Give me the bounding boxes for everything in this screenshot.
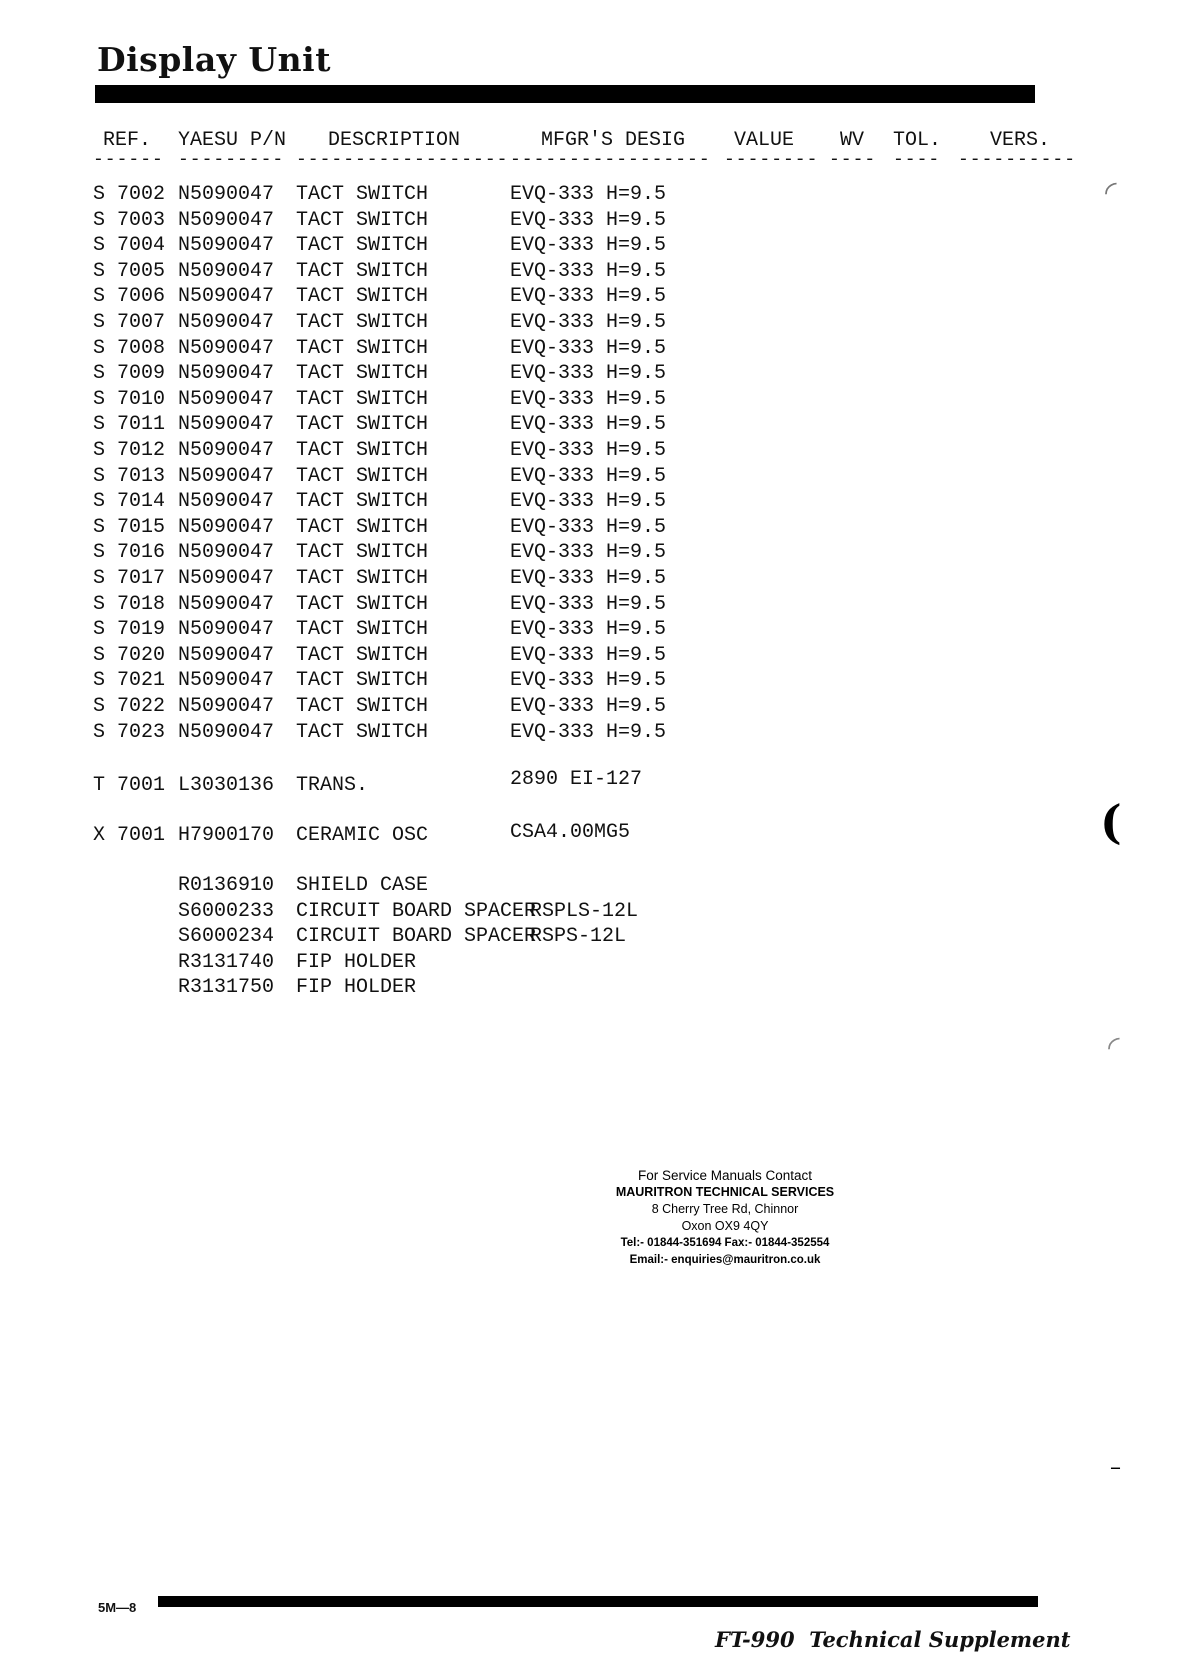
cell-description: TACT SWITCH xyxy=(296,208,429,232)
cell-part-number: N5090047 xyxy=(178,541,275,565)
cell-ref: S 7009 xyxy=(93,362,166,386)
cell-part-number: N5090047 xyxy=(178,567,275,590)
cell-part-number: N5090047 xyxy=(178,669,275,693)
cell-ref: S 7022 xyxy=(93,695,166,718)
cell-part-number: N5090047 xyxy=(178,259,275,283)
contact-line: Oxon OX9 4QY xyxy=(681,1219,769,1233)
cell-ref: S 7004 xyxy=(93,234,166,258)
cell-part-number: N5090047 xyxy=(178,464,275,488)
cell-description: TACT SWITCH xyxy=(296,183,429,206)
contact-line: Tel:- 01844-351694 Fax:- 01844-352554 xyxy=(620,1237,830,1249)
cell-ref: S 7021 xyxy=(93,669,166,693)
cell-mfgr-designation: EVQ-333 H=9.5 xyxy=(510,720,667,744)
cell-part-number: N5090047 xyxy=(178,336,275,360)
cell-mfgr: CSA4.00MG5 xyxy=(510,821,631,844)
cell-description: TACT SWITCH xyxy=(296,285,429,309)
cell-mfgr-designation: EVQ-333 H=9.5 xyxy=(510,618,667,642)
cell-mfgr-designation: EVQ-333 H=9.5 xyxy=(510,413,667,437)
dash-ref: ------ xyxy=(93,150,164,170)
cell-desc: CERAMIC OSC xyxy=(296,824,429,847)
cell-ref: S 7018 xyxy=(93,592,166,616)
cell-part-number: N5090047 xyxy=(178,439,275,462)
binder-hole-mark: – xyxy=(1110,1455,1121,1480)
contact-line: For Service Manuals Contact xyxy=(637,1168,813,1183)
cell-description: CIRCUIT BOARD SPACER xyxy=(296,899,537,923)
cell-mfgr-designation: EVQ-333 H=9.5 xyxy=(510,515,667,539)
cell-description: TACT SWITCH xyxy=(296,515,429,539)
cell-ref: S 7012 xyxy=(93,439,166,462)
cell-description: TACT SWITCH xyxy=(296,490,429,514)
cell-part-number: N5090047 xyxy=(178,413,275,437)
cell-part-number: R0136910 xyxy=(178,874,275,897)
cell-description: TACT SWITCH xyxy=(296,720,429,744)
cell-ref: S 7020 xyxy=(93,643,166,667)
cell-ref: S 7016 xyxy=(93,541,166,565)
cell-mfgr-designation: RSPS-12L xyxy=(530,925,627,949)
cell-description: TACT SWITCH xyxy=(296,439,429,462)
cell-mfgr-designation: EVQ-333 H=9.5 xyxy=(510,541,667,565)
cell-mfgr-designation: EVQ-333 H=9.5 xyxy=(510,643,667,667)
page-title: Display Unit xyxy=(97,40,331,79)
cell-description: TACT SWITCH xyxy=(296,592,429,616)
cell-description: TACT SWITCH xyxy=(296,362,429,386)
dash-wv: ---- xyxy=(829,150,877,170)
cell-part-number: R3131740 xyxy=(178,950,275,974)
cell-mfgr-designation: EVQ-333 H=9.5 xyxy=(510,439,667,462)
footer-title: FT-990 Technical Supplement xyxy=(715,1627,1071,1652)
cell-description: TACT SWITCH xyxy=(296,311,429,334)
footer-rule xyxy=(158,1596,1038,1607)
cell-mfgr-designation: EVQ-333 H=9.5 xyxy=(510,285,667,309)
cell-part-number: N5090047 xyxy=(178,720,275,744)
cell-part-number: N5090047 xyxy=(178,234,275,258)
cell-mfgr-designation: EVQ-333 H=9.5 xyxy=(510,234,667,258)
cell-part-number: N5090047 xyxy=(178,183,275,206)
col-header-value: VALUE xyxy=(734,129,795,152)
cell-description: TACT SWITCH xyxy=(296,618,429,642)
cell-pn: L3030136 xyxy=(178,774,275,797)
dash-desc: ------------------ xyxy=(296,150,509,170)
contact-line: 8 Cherry Tree Rd, Chinnor xyxy=(651,1202,799,1216)
cell-ref: S 7013 xyxy=(93,464,166,488)
cell-description: TACT SWITCH xyxy=(296,259,429,283)
cell-description: TACT SWITCH xyxy=(296,387,429,411)
cell-description: FIP HOLDER xyxy=(296,976,417,1000)
cell-ref: S 7006 xyxy=(93,285,166,309)
col-header-pn: YAESU P/N xyxy=(178,129,287,152)
contact-line: MAURITRON TECHNICAL SERVICES xyxy=(615,1185,835,1199)
cell-mfgr-designation: EVQ-333 H=9.5 xyxy=(510,387,667,411)
cell-description: TACT SWITCH xyxy=(296,464,429,488)
dash-tol: ---- xyxy=(893,150,941,170)
dash-vers: ---------- xyxy=(958,150,1077,170)
cell-ref: S 7015 xyxy=(93,515,166,539)
cell-description: CIRCUIT BOARD SPACER xyxy=(296,925,537,949)
dash-mfgr: ----------------- xyxy=(510,150,711,170)
cell-ref: S 7003 xyxy=(93,208,166,232)
cell-mfgr-designation: EVQ-333 H=9.5 xyxy=(510,183,667,206)
cell-part-number: R3131750 xyxy=(178,976,275,1000)
cell-description: TACT SWITCH xyxy=(296,234,429,258)
cell-mfgr-designation: EVQ-333 H=9.5 xyxy=(510,259,667,283)
cell-mfgr-designation: EVQ-333 H=9.5 xyxy=(510,490,667,514)
cell-mfgr-designation: RSPLS-12L xyxy=(530,899,639,923)
cell-part-number: N5090047 xyxy=(178,490,275,514)
cell-description: TACT SWITCH xyxy=(296,336,429,360)
cell-mfgr-designation: EVQ-333 H=9.5 xyxy=(510,695,667,718)
cell-mfgr-designation: EVQ-333 H=9.5 xyxy=(510,208,667,232)
cell-ref: S 7005 xyxy=(93,259,166,283)
cell-part-number: N5090047 xyxy=(178,515,275,539)
cell-desc: TRANS. xyxy=(296,774,369,797)
cell-description: TACT SWITCH xyxy=(296,669,429,693)
cell-part-number: N5090047 xyxy=(178,387,275,411)
header-rule xyxy=(95,85,1035,103)
cell-part-number: N5090047 xyxy=(178,618,275,642)
cell-part-number: N5090047 xyxy=(178,592,275,616)
cell-mfgr-designation: EVQ-333 H=9.5 xyxy=(510,669,667,693)
col-header-vers: VERS. xyxy=(990,129,1051,152)
cell-mfgr-designation: EVQ-333 H=9.5 xyxy=(510,336,667,360)
cell-part-number: S6000233 xyxy=(178,899,275,923)
cell-ref: S 7011 xyxy=(93,413,166,437)
col-header-tol: TOL. xyxy=(893,129,942,152)
cell-mfgr-designation: EVQ-333 H=9.5 xyxy=(510,311,667,334)
cell-part-number: N5090047 xyxy=(178,311,275,334)
cell-description: TACT SWITCH xyxy=(296,541,429,565)
contact-line: Email:- enquiries@mauritron.co.uk xyxy=(629,1254,821,1266)
col-header-desc: DESCRIPTION xyxy=(328,129,461,152)
cell-ref: S 7008 xyxy=(93,336,166,360)
cell-description: TACT SWITCH xyxy=(296,643,429,667)
cell-description: SHIELD CASE xyxy=(296,874,429,897)
cell-description: FIP HOLDER xyxy=(296,950,417,974)
cell-part-number: N5090047 xyxy=(178,285,275,309)
service-contact-stamp xyxy=(610,1167,840,1269)
cell-part-number: N5090047 xyxy=(178,643,275,667)
cell-ref: S 7017 xyxy=(93,567,166,590)
binder-hole-mark: ◜ xyxy=(1105,175,1117,210)
dash-value: -------- xyxy=(724,150,819,170)
cell-ref: X 7001 xyxy=(93,824,166,847)
cell-mfgr-designation: EVQ-333 H=9.5 xyxy=(510,567,667,590)
cell-mfgr-designation: EVQ-333 H=9.5 xyxy=(510,362,667,386)
cell-part-number: S6000234 xyxy=(178,925,275,949)
cell-description: TACT SWITCH xyxy=(296,695,429,718)
cell-mfgr: 2890 EI-127 xyxy=(510,768,643,791)
cell-part-number: N5090047 xyxy=(178,695,275,718)
cell-ref: S 7007 xyxy=(93,311,166,334)
cell-part-number: N5090047 xyxy=(178,362,275,386)
binder-hole-mark: ( xyxy=(1100,795,1122,849)
cell-description: TACT SWITCH xyxy=(296,567,429,590)
cell-ref: S 7019 xyxy=(93,618,166,642)
cell-ref: S 7002 xyxy=(93,183,166,206)
cell-part-number: N5090047 xyxy=(178,208,275,232)
col-header-ref: REF. xyxy=(103,129,152,152)
dash-pn: --------- xyxy=(178,150,285,170)
cell-mfgr-designation: EVQ-333 H=9.5 xyxy=(510,592,667,616)
cell-ref: S 7023 xyxy=(93,720,166,744)
binder-hole-mark: ◜ xyxy=(1108,1030,1120,1065)
cell-ref: S 7010 xyxy=(93,387,166,411)
cell-mfgr-designation: EVQ-333 H=9.5 xyxy=(510,464,667,488)
cell-description: TACT SWITCH xyxy=(296,413,429,437)
page-number: 5M—8 xyxy=(98,1600,137,1615)
col-header-mfgr: MFGR'S DESIG xyxy=(541,129,686,152)
cell-ref: S 7014 xyxy=(93,490,166,514)
cell-ref: T 7001 xyxy=(93,774,166,797)
col-header-wv: WV xyxy=(840,129,865,152)
cell-pn: H7900170 xyxy=(178,824,275,847)
